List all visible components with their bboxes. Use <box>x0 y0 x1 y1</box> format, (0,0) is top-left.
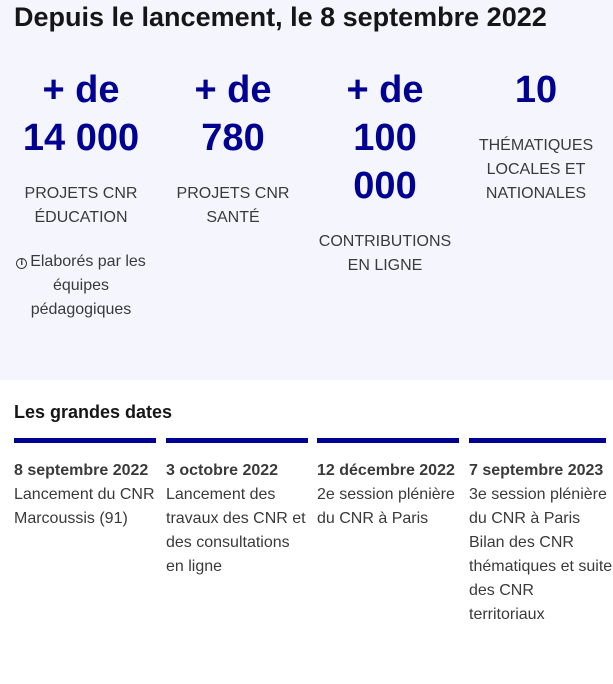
stat-thematiques <box>461 66 611 206</box>
timeline <box>14 438 613 678</box>
stat-label <box>310 230 460 278</box>
timeline-text: Lancement du CNR <box>14 486 155 503</box>
timeline-item <box>469 438 613 627</box>
stat-label-line: SANTÉ <box>206 209 260 226</box>
timeline-bar <box>14 438 156 443</box>
page-title: Depuis le lancement, le 8 septembre 2022 <box>14 2 547 32</box>
stat-prefix: + de <box>42 69 120 111</box>
stat-projets-sante <box>158 66 308 230</box>
timeline-text: Lancement des travaux des CNR et des consultations en ligne <box>166 486 306 575</box>
stat-label <box>461 134 611 206</box>
stat-label-line: PROJETS CNR <box>176 185 290 202</box>
stat-label-line: CONTRIBUTIONS <box>318 233 452 250</box>
stat-note <box>6 250 156 322</box>
timeline-text: 3e session plénière du CNR à Paris <box>469 486 607 527</box>
timeline-date: 7 septembre 2023 <box>469 462 604 479</box>
stat-number: 100 <box>353 117 417 159</box>
stat-label-line: EN LIGNE <box>347 257 423 274</box>
timeline-bar <box>166 438 308 443</box>
stat-number: 14 000 <box>22 117 140 159</box>
timeline-bar <box>317 438 459 443</box>
stat-label-line: ÉDUCATION <box>34 209 128 226</box>
timeline-text: Bilan des CNR thématiques et suite des CNR territoriaux <box>469 534 613 623</box>
stat-label <box>6 182 156 230</box>
stat-label <box>158 182 308 230</box>
stat-label-line: THÉMATIQUES <box>478 137 594 154</box>
section-title-dates: Les grandes dates <box>14 402 173 422</box>
stat-value <box>6 66 156 162</box>
stat-number: 000 <box>353 165 417 207</box>
timeline-item <box>317 438 461 531</box>
info-icon: i <box>16 258 27 269</box>
stat-label-line: PROJETS CNR <box>24 185 138 202</box>
timeline-bar <box>469 438 606 443</box>
stat-prefix: + de <box>194 69 272 111</box>
timeline-item <box>166 438 310 579</box>
timeline-date: 12 décembre 2022 <box>317 462 455 479</box>
stat-value <box>461 66 611 114</box>
stat-note-text: Elaborés par les équipes pédagogiques <box>30 253 146 318</box>
stat-value <box>158 66 308 162</box>
stat-label-line: LOCALES ET <box>486 161 586 178</box>
timeline-date: 3 octobre 2022 <box>166 462 279 479</box>
timeline-text: 2e session plénière du CNR à Paris <box>317 486 455 527</box>
stat-number: 780 <box>201 117 265 159</box>
stat-number: 10 <box>514 69 558 111</box>
stat-projets-education <box>6 66 156 322</box>
stat-value <box>310 66 460 210</box>
timeline-item <box>14 438 158 531</box>
timeline-text: Marcoussis (91) <box>14 510 128 527</box>
timeline-date: 8 septembre 2022 <box>14 462 149 479</box>
stat-contributions <box>310 66 460 278</box>
stat-label-line: NATIONALES <box>485 185 587 202</box>
stat-prefix: + de <box>346 69 424 111</box>
